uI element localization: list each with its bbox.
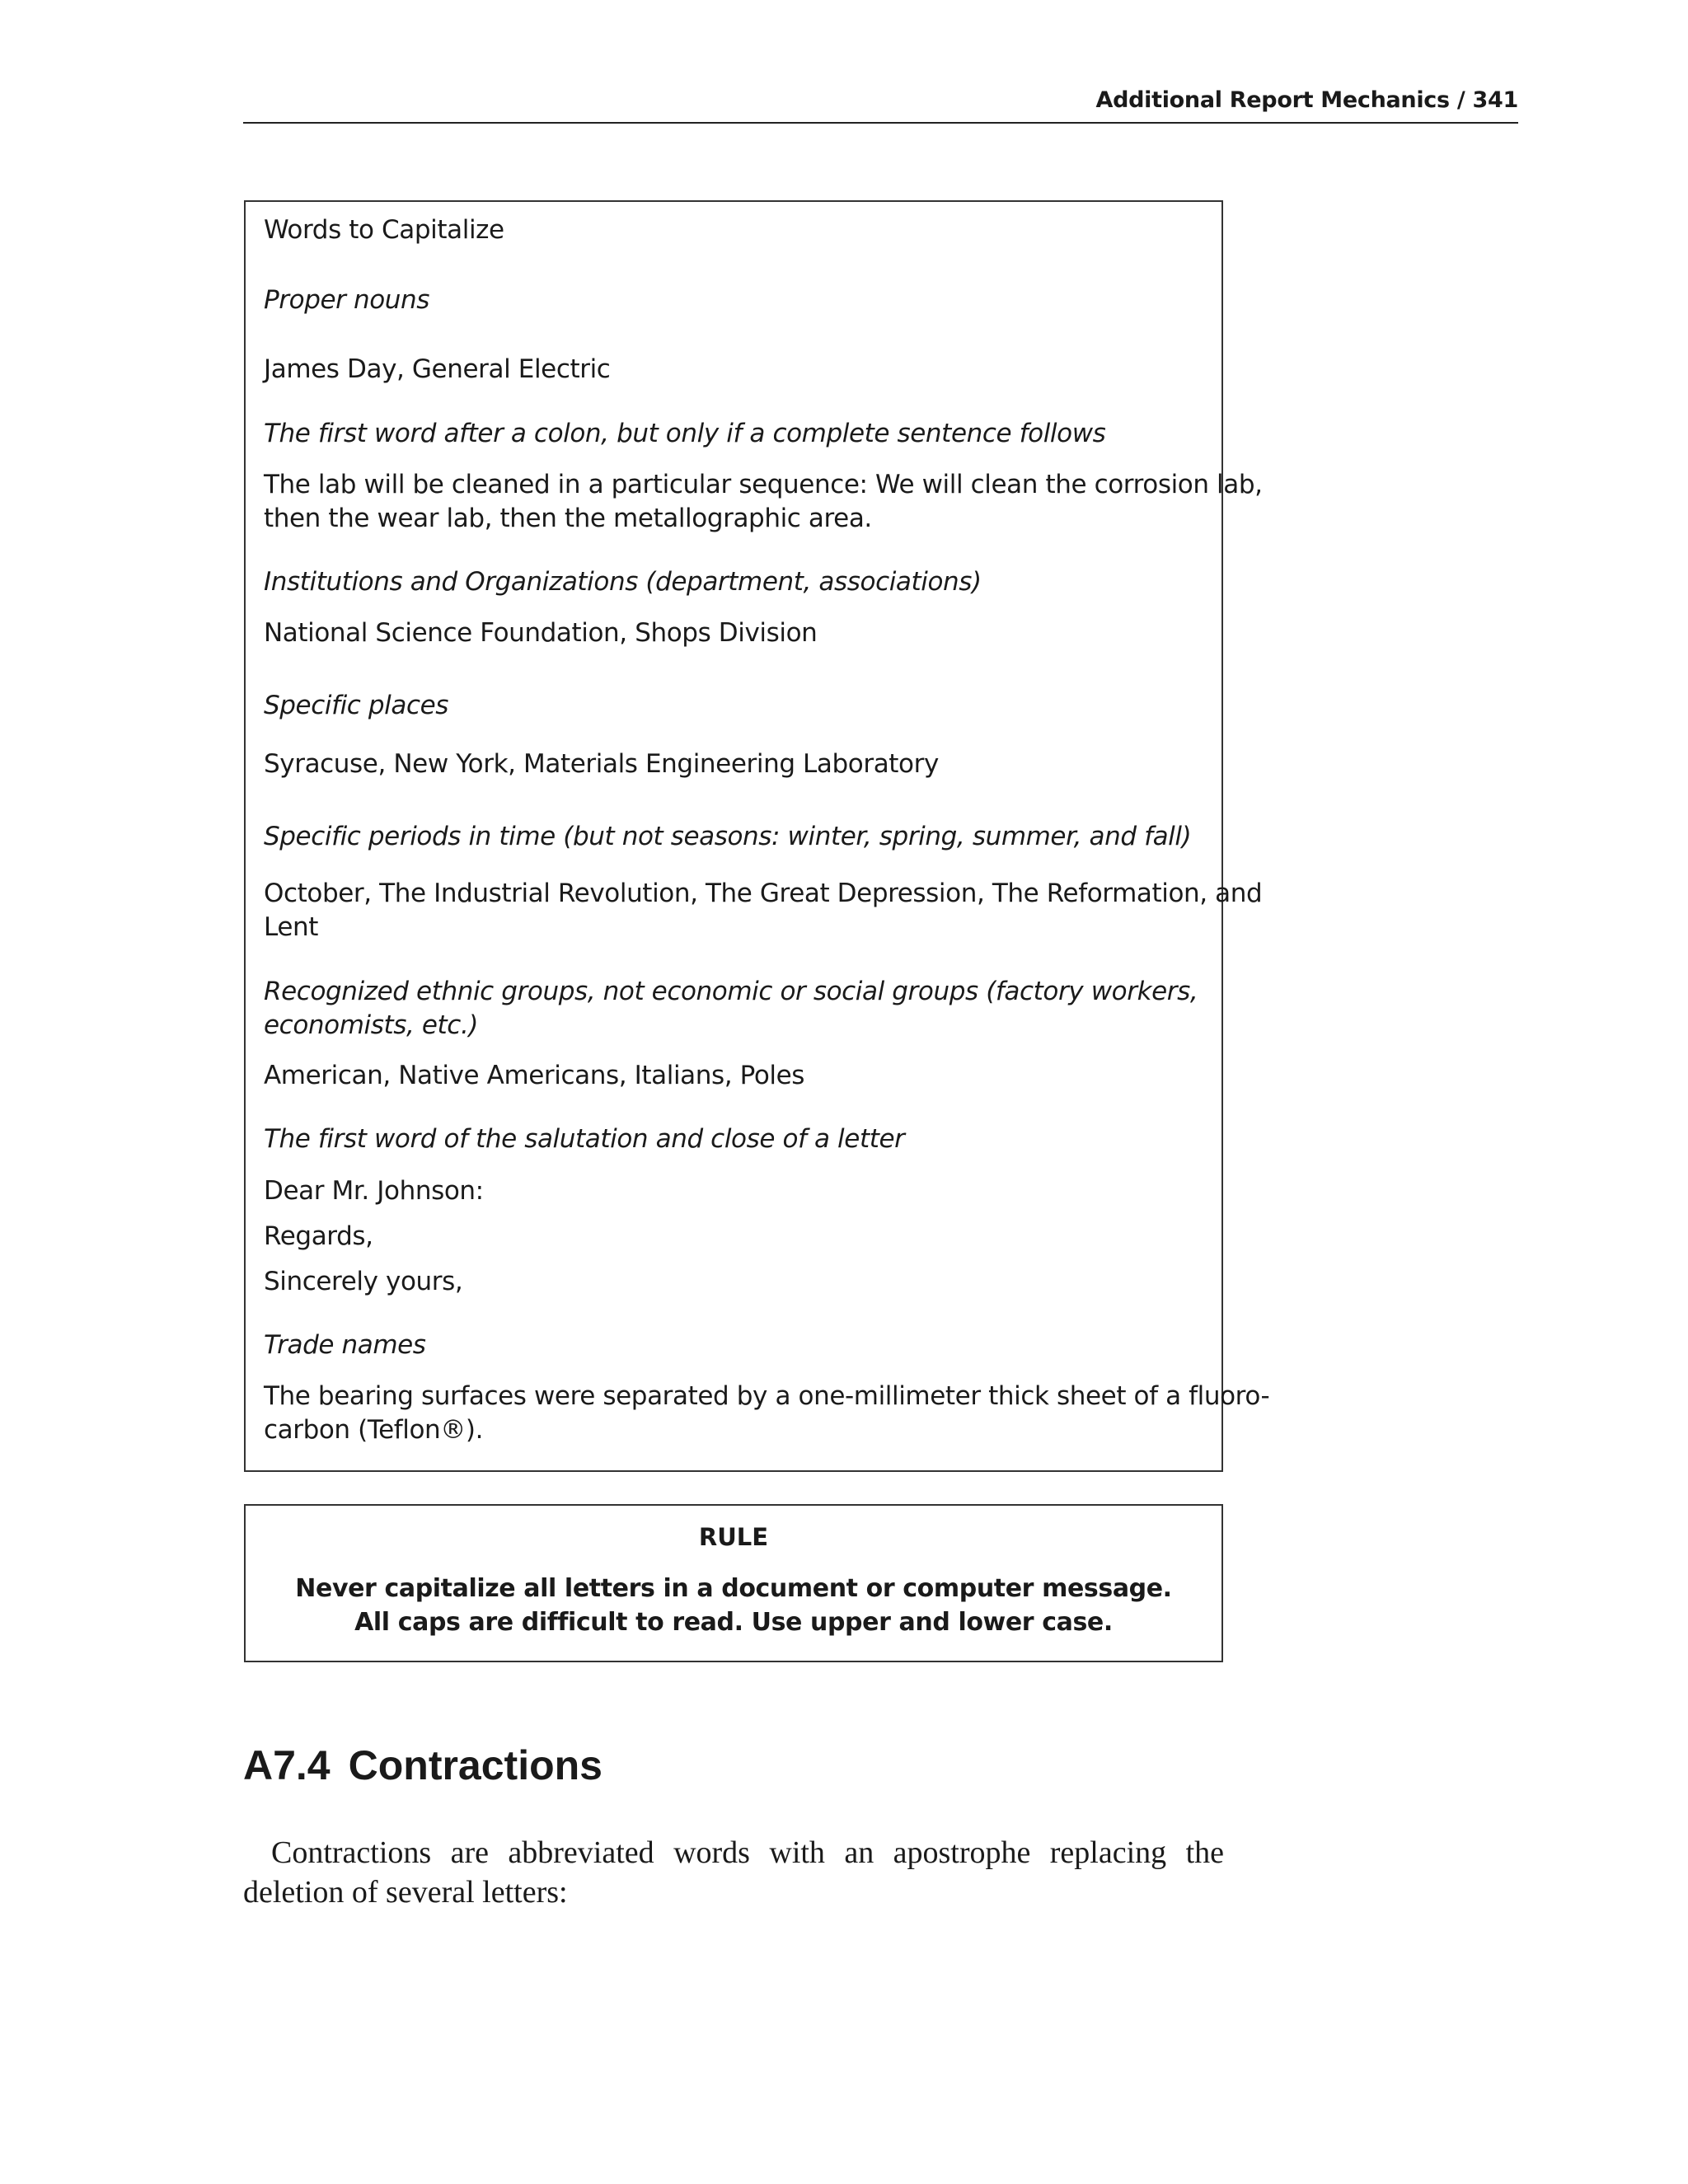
section-number: A7.4 [243, 1742, 331, 1788]
example-text: Dear Mr. Johnson: [264, 1176, 484, 1206]
rule-text: Never capitalize all letters in a document or computer message. All caps are difficult to read. Use upper and lower case. [295, 1574, 1172, 1637]
rule-box [244, 1504, 1223, 1662]
rule-title: RULE [698, 1523, 769, 1551]
category-heading: Institutions and Organizations (department, associations) [264, 567, 982, 597]
capitalize-box [244, 200, 1270, 1472]
example-text: Syracuse, New York, Materials Engineering Laboratory [264, 749, 939, 779]
running-header [243, 82, 1518, 124]
example-text: Sincerely yours, [264, 1267, 463, 1296]
category-heading: The first word of the salutation and close of a letter [264, 1124, 905, 1154]
example-text: The bearing surfaces were separated by a one-millimeter thick sheet of a fluoro- [264, 1381, 1270, 1411]
category-heading: The first word after a colon, but only if a complete sentence follows [264, 419, 1106, 448]
body-paragraph: Contractions are abbreviated words with an apostrophe replacing the deletion of several letters: [243, 1835, 1224, 1910]
section-title: Contractions [348, 1742, 603, 1788]
category-heading: Trade names [264, 1330, 426, 1360]
box-title: Words to Capitalize [264, 215, 504, 245]
example-text: James Day, General Electric [264, 354, 611, 384]
category-heading: Specific periods in time (but not seasons: winter, spring, summer, and fall) [264, 822, 1192, 851]
category-heading: economists, etc.) [264, 1010, 479, 1040]
running-head-text: Additional Report Mechanics / 341 [1095, 87, 1518, 113]
example-text: Regards, [264, 1221, 373, 1251]
example-text: Lent [264, 912, 319, 942]
category-heading: Recognized ethnic groups, not economic or social groups (factory workers, [264, 977, 1198, 1006]
example-text: then the wear lab, then the metallographic area. [264, 504, 872, 533]
example-text: The lab will be cleaned in a particular sequence: We will clean the corrosion lab, [264, 470, 1263, 499]
section-heading [243, 1739, 603, 1792]
example-text: National Science Foundation, Shops Division [264, 618, 818, 648]
example-text: American, Native Americans, Italians, Poles [264, 1061, 805, 1090]
example-text: carbon (Teflon®). [264, 1415, 484, 1445]
example-text: October, The Industrial Revolution, The Great Depression, The Reformation, and [264, 879, 1263, 908]
category-heading: Specific places [264, 691, 449, 720]
category-heading: Proper nouns [264, 285, 430, 315]
